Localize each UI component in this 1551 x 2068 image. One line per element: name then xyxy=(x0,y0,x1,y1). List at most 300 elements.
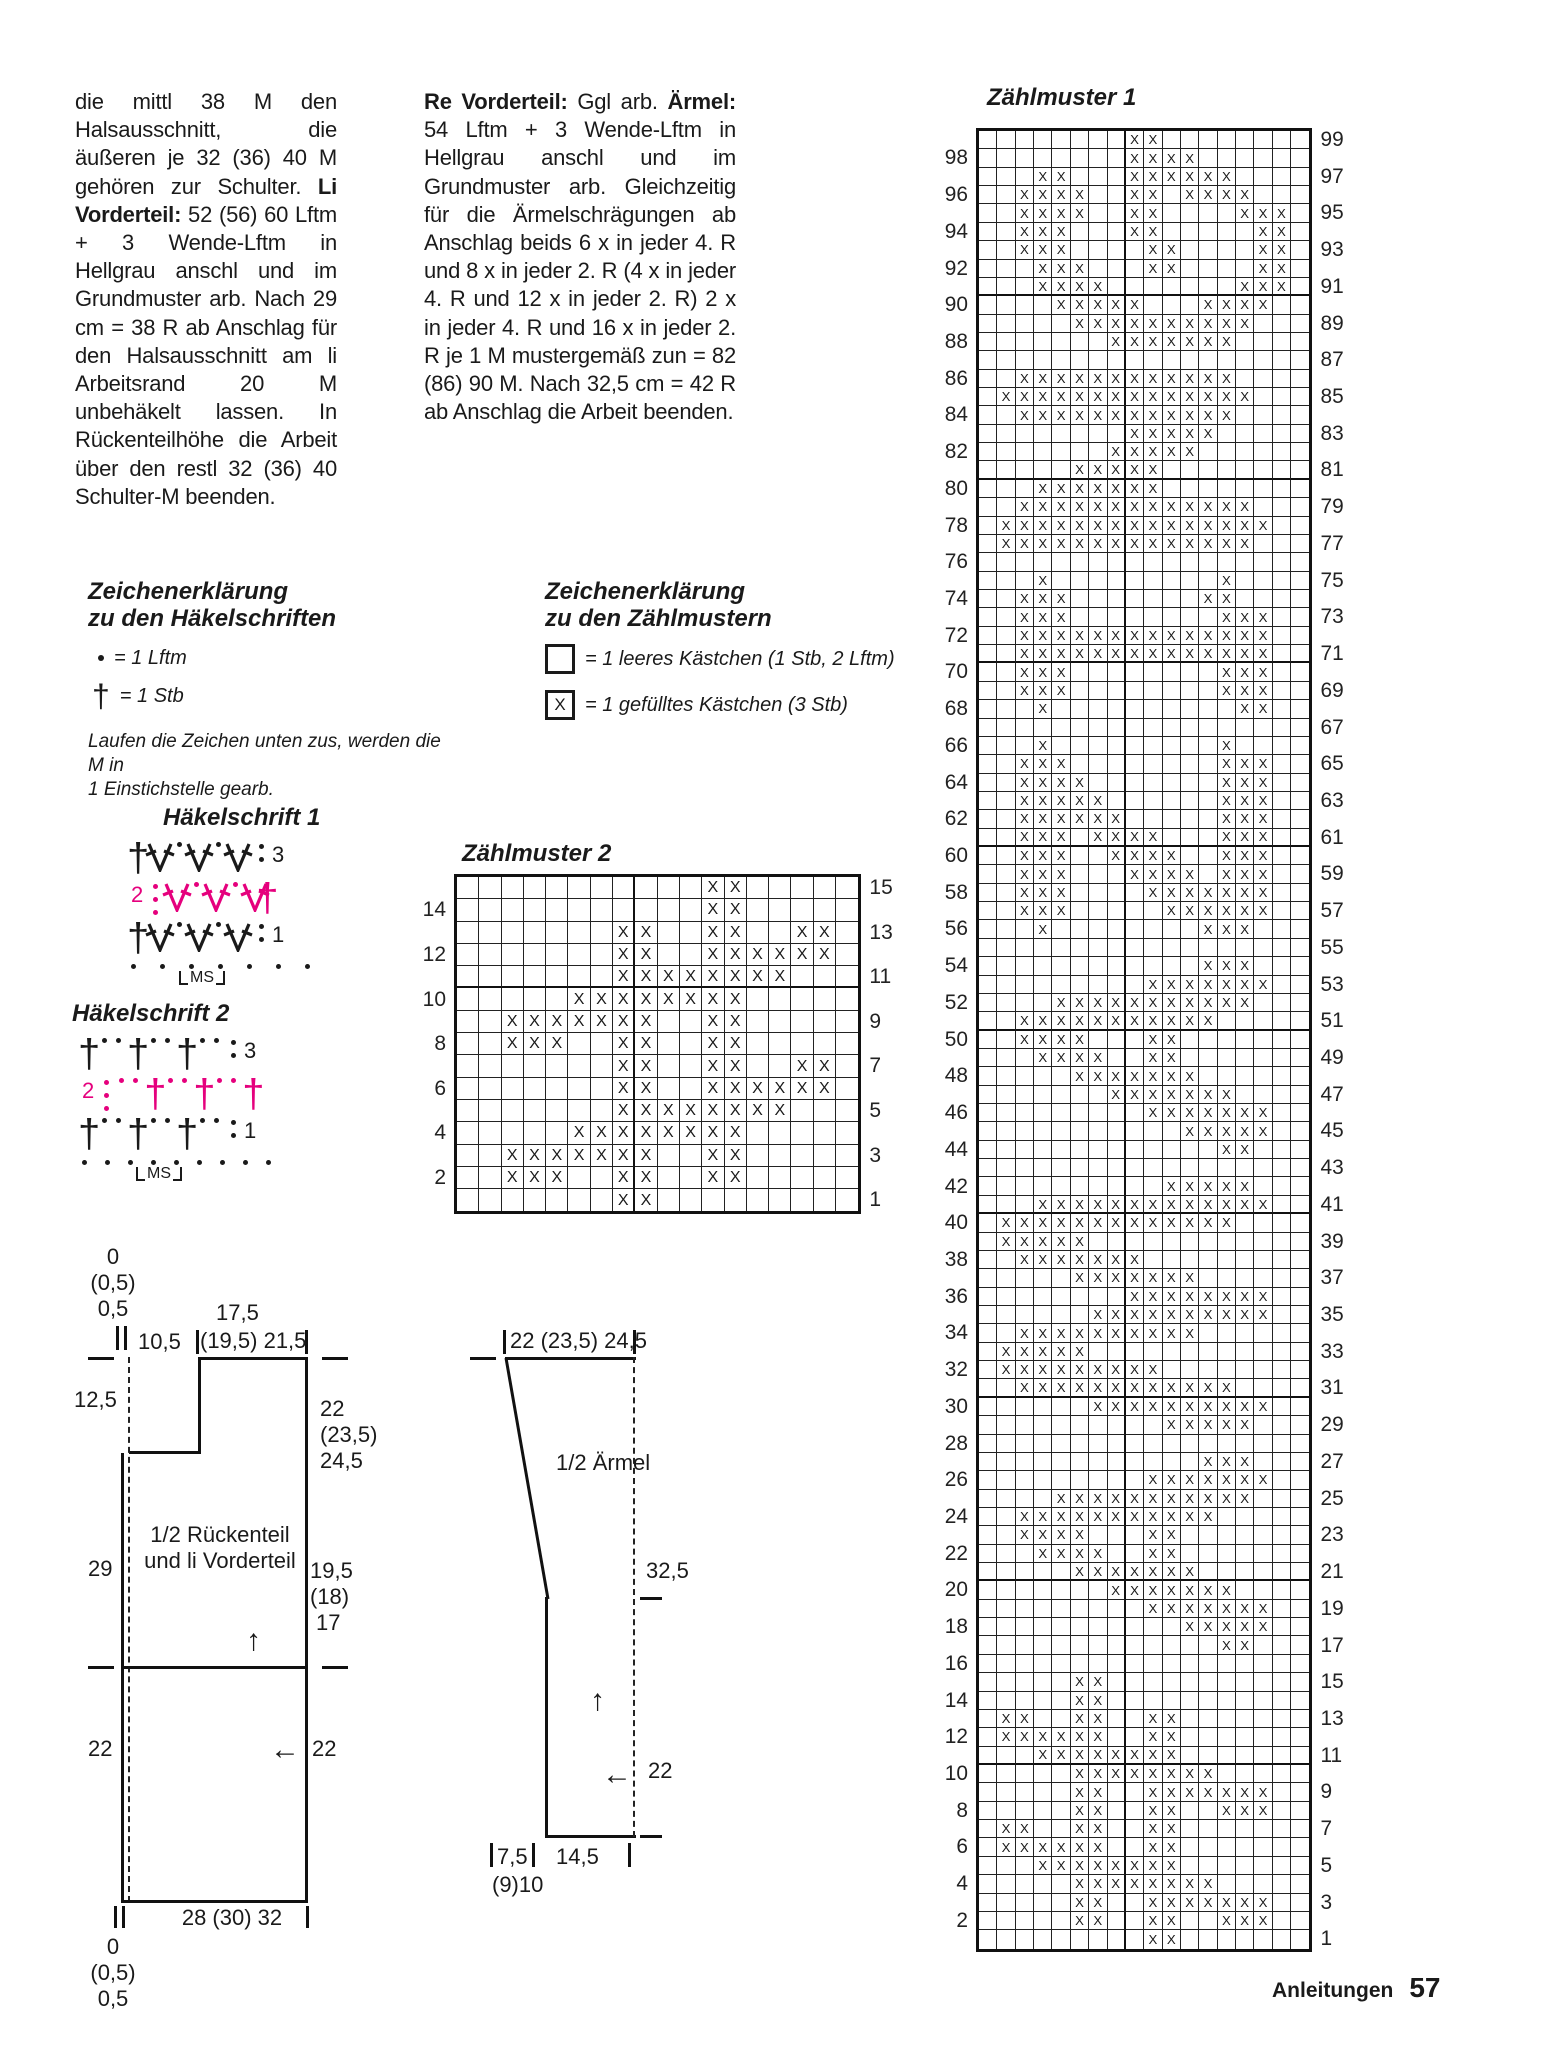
empty-cell xyxy=(1199,1141,1217,1159)
filled-cell: X xyxy=(1144,443,1162,461)
empty-cell xyxy=(1108,1416,1126,1434)
empty-cell xyxy=(1052,1894,1070,1912)
empty-cell xyxy=(1034,425,1052,443)
empty-cell xyxy=(997,296,1015,314)
empty-cell xyxy=(1016,1783,1034,1801)
empty-cell xyxy=(979,461,997,479)
filled-cell: X xyxy=(1236,1802,1254,1820)
empty-cell xyxy=(1236,370,1254,388)
empty-cell xyxy=(1181,1435,1199,1453)
filled-cell: X xyxy=(1181,1086,1199,1104)
empty-cell xyxy=(1291,590,1309,608)
empty-cell xyxy=(1108,700,1126,718)
empty-cell xyxy=(1144,1435,1162,1453)
empty-cell xyxy=(997,1563,1015,1581)
empty-cell xyxy=(836,1122,858,1144)
row-number: 97 xyxy=(1320,164,1344,188)
filled-cell: X xyxy=(1052,535,1070,553)
legend-item-stb xyxy=(92,676,458,716)
empty-cell xyxy=(1071,590,1089,608)
empty-cell xyxy=(1144,1122,1162,1140)
empty-cell xyxy=(1034,1269,1052,1287)
empty-cell xyxy=(1181,480,1199,498)
filled-cell: X xyxy=(1071,1802,1089,1820)
measure-label: 14,5 xyxy=(556,1844,599,1869)
filled-cell: X xyxy=(1144,315,1162,333)
filled-cell: X xyxy=(1163,149,1181,167)
empty-cell xyxy=(997,1783,1015,1801)
filled-cell: X xyxy=(1052,1233,1070,1251)
filled-cell: X xyxy=(613,1145,635,1167)
chain-stitch-dots-icon xyxy=(177,922,182,927)
empty-cell xyxy=(814,1100,836,1122)
empty-cell xyxy=(1273,553,1291,571)
empty-cell xyxy=(1199,719,1217,737)
filled-cell: X xyxy=(1071,388,1089,406)
empty-cell xyxy=(1071,884,1089,902)
filled-cell: X xyxy=(1163,1802,1181,1820)
empty-cell xyxy=(1071,241,1089,259)
empty-cell xyxy=(1181,737,1199,755)
row-number: 91 xyxy=(1320,274,1344,298)
empty-cell xyxy=(1199,1324,1217,1342)
filled-cell: X xyxy=(1089,810,1107,828)
filled-cell: X xyxy=(1163,1508,1181,1526)
empty-cell xyxy=(1236,1692,1254,1710)
empty-cell xyxy=(546,1078,568,1100)
empty-cell xyxy=(1089,1416,1107,1434)
filled-cell: X xyxy=(1071,278,1089,296)
empty-cell xyxy=(479,1167,501,1189)
filled-cell: X xyxy=(1034,1379,1052,1397)
empty-cell xyxy=(1273,1728,1291,1746)
filled-cell: X xyxy=(1236,1122,1254,1140)
row-number: 22 xyxy=(944,1541,968,1565)
empty-cell xyxy=(1273,315,1291,333)
filled-cell: X xyxy=(1126,1875,1144,1893)
empty-cell xyxy=(1016,1288,1034,1306)
empty-cell xyxy=(1199,608,1217,626)
empty-cell xyxy=(1071,1141,1089,1159)
empty-cell xyxy=(1089,719,1107,737)
empty-cell xyxy=(979,645,997,663)
empty-cell xyxy=(1218,1435,1236,1453)
filled-cell: X xyxy=(1052,663,1070,681)
filled-cell: X xyxy=(1016,884,1034,902)
empty-cell xyxy=(1291,296,1309,314)
row-number: 47 xyxy=(1320,1082,1344,1106)
empty-cell xyxy=(1089,755,1107,773)
empty-cell xyxy=(1199,278,1217,296)
filled-cell: X xyxy=(1199,1783,1217,1801)
empty-cell xyxy=(1273,1361,1291,1379)
empty-cell xyxy=(979,682,997,700)
empty-cell xyxy=(1052,1141,1070,1159)
filled-cell: X xyxy=(1126,1765,1144,1783)
filled-cell: X xyxy=(1034,1012,1052,1030)
empty-cell xyxy=(591,1189,613,1211)
filled-cell: X xyxy=(1034,645,1052,663)
tick xyxy=(116,1326,119,1350)
empty-cell xyxy=(1016,1490,1034,1508)
empty-cell xyxy=(997,1471,1015,1489)
filled-cell: X xyxy=(1199,1214,1217,1232)
empty-cell xyxy=(1273,388,1291,406)
empty-cell xyxy=(1181,1838,1199,1856)
empty-cell xyxy=(1034,719,1052,737)
empty-cell xyxy=(1126,1104,1144,1122)
filled-cell: X xyxy=(1144,1912,1162,1930)
empty-cell xyxy=(979,792,997,810)
empty-cell xyxy=(1291,939,1309,957)
filled-cell: X xyxy=(1254,1618,1272,1636)
empty-cell xyxy=(1273,810,1291,828)
empty-cell xyxy=(1218,480,1236,498)
empty-cell xyxy=(1052,737,1070,755)
filled-cell: X xyxy=(1144,1196,1162,1214)
empty-cell xyxy=(1291,388,1309,406)
filled-cell: X xyxy=(1163,1031,1181,1049)
filled-cell: X xyxy=(702,988,724,1010)
empty-cell xyxy=(1126,1820,1144,1838)
empty-cell xyxy=(1016,1581,1034,1599)
empty-cell xyxy=(1052,1563,1070,1581)
filled-cell: X xyxy=(635,1078,657,1100)
empty-cell xyxy=(1273,1012,1291,1030)
filled-cell: X xyxy=(1218,1618,1236,1636)
empty-cell xyxy=(1089,425,1107,443)
empty-cell xyxy=(979,957,997,975)
empty-cell xyxy=(725,1189,747,1211)
filled-cell: X xyxy=(1052,186,1070,204)
filled-cell: X xyxy=(1144,1930,1162,1948)
row-number: 48 xyxy=(944,1064,968,1088)
empty-cell xyxy=(997,1581,1015,1599)
empty-cell xyxy=(1273,1618,1291,1636)
empty-cell xyxy=(1126,1526,1144,1544)
empty-cell xyxy=(1108,957,1126,975)
empty-cell xyxy=(1016,1435,1034,1453)
empty-cell xyxy=(546,877,568,899)
empty-cell xyxy=(658,899,680,921)
empty-cell xyxy=(524,877,546,899)
empty-cell xyxy=(1052,1820,1070,1838)
empty-cell xyxy=(1126,920,1144,938)
empty-cell xyxy=(1034,957,1052,975)
empty-cell xyxy=(1016,1563,1034,1581)
empty-cell xyxy=(1034,1471,1052,1489)
foundation-chain-dots xyxy=(131,964,310,969)
empty-cell xyxy=(1052,333,1070,351)
filled-cell: X xyxy=(1199,1453,1217,1471)
empty-cell xyxy=(1254,1563,1272,1581)
empty-cell xyxy=(1089,241,1107,259)
filled-cell: X xyxy=(1034,700,1052,718)
empty-cell xyxy=(769,1011,791,1033)
empty-cell xyxy=(747,922,769,944)
filled-cell: X xyxy=(1144,1361,1162,1379)
filled-cell: X xyxy=(1163,1086,1181,1104)
filled-cell: X xyxy=(1163,1765,1181,1783)
empty-cell xyxy=(769,877,791,899)
empty-cell xyxy=(1108,719,1126,737)
filled-cell: X xyxy=(1144,1104,1162,1122)
empty-cell xyxy=(1163,920,1181,938)
filled-cell: X xyxy=(1089,315,1107,333)
treble-stitch-icon: † xyxy=(176,1112,199,1156)
empty-cell xyxy=(814,988,836,1010)
row-number: 73 xyxy=(1320,605,1344,629)
filled-cell: X xyxy=(1181,1067,1199,1085)
empty-cell xyxy=(1181,774,1199,792)
filled-cell: X xyxy=(1144,241,1162,259)
measure-label: 22 xyxy=(312,1736,337,1761)
filled-cell: X xyxy=(1052,388,1070,406)
empty-cell xyxy=(1181,1820,1199,1838)
filled-cell: X xyxy=(1034,847,1052,865)
empty-cell xyxy=(1108,149,1126,167)
bold-run: Li Vorderteil: xyxy=(75,173,337,227)
filled-cell: X xyxy=(997,1838,1015,1856)
filled-cell: X xyxy=(1254,1196,1272,1214)
empty-cell xyxy=(1273,976,1291,994)
empty-cell xyxy=(1089,1177,1107,1195)
empty-cell xyxy=(979,590,997,608)
filled-cell: X xyxy=(635,1055,657,1077)
empty-cell xyxy=(997,1857,1015,1875)
filled-cell: X xyxy=(1016,1031,1034,1049)
filled-cell: X xyxy=(1236,204,1254,222)
filled-cell: X xyxy=(1199,902,1217,920)
chain-stitch-dots-icon xyxy=(153,884,158,915)
empty-cell xyxy=(1052,1306,1070,1324)
empty-cell xyxy=(791,1122,813,1144)
empty-cell xyxy=(1181,1545,1199,1563)
empty-cell xyxy=(1291,1122,1309,1140)
filled-cell: X xyxy=(1144,829,1162,847)
empty-cell xyxy=(1108,168,1126,186)
filled-cell: X xyxy=(1126,1067,1144,1085)
filled-cell: X xyxy=(524,1011,546,1033)
empty-cell xyxy=(1034,1435,1052,1453)
empty-cell xyxy=(1108,663,1126,681)
row-number: 76 xyxy=(944,550,968,574)
filled-cell: X xyxy=(725,1011,747,1033)
empty-cell xyxy=(836,966,858,988)
empty-cell xyxy=(1273,1141,1291,1159)
empty-cell xyxy=(997,223,1015,241)
empty-cell xyxy=(1199,1269,1217,1287)
empty-cell xyxy=(1144,663,1162,681)
filled-cell: X xyxy=(1273,204,1291,222)
filled-cell: X xyxy=(1163,1196,1181,1214)
empty-cell xyxy=(1254,737,1272,755)
empty-cell xyxy=(1291,976,1309,994)
row-number: 30 xyxy=(944,1394,968,1418)
empty-cell xyxy=(1181,1710,1199,1728)
empty-cell xyxy=(1089,902,1107,920)
empty-cell xyxy=(997,1031,1015,1049)
empty-cell xyxy=(1291,1783,1309,1801)
empty-cell xyxy=(1291,1379,1309,1397)
empty-cell xyxy=(997,1067,1015,1085)
empty-cell xyxy=(1144,737,1162,755)
empty-cell xyxy=(1052,1159,1070,1177)
filled-cell: X xyxy=(1199,1894,1217,1912)
filled-cell: X xyxy=(1163,902,1181,920)
empty-cell xyxy=(1218,278,1236,296)
filled-cell: X xyxy=(1034,260,1052,278)
empty-cell xyxy=(814,877,836,899)
empty-cell xyxy=(1291,370,1309,388)
empty-cell xyxy=(997,902,1015,920)
row-number: 3 xyxy=(869,1143,882,1167)
filled-cell: X xyxy=(1254,810,1272,828)
empty-cell xyxy=(1236,1159,1254,1177)
filled-cell: X xyxy=(1163,1416,1181,1434)
empty-cell xyxy=(1126,241,1144,259)
row-number: 41 xyxy=(1320,1192,1344,1216)
chain-stitch-dots-icon xyxy=(231,1120,236,1138)
empty-cell xyxy=(1163,296,1181,314)
empty-cell xyxy=(791,966,813,988)
filled-cell: X xyxy=(1126,1361,1144,1379)
row-number: 15 xyxy=(869,876,893,899)
empty-cell xyxy=(1052,1288,1070,1306)
filled-cell: X xyxy=(1071,1783,1089,1801)
empty-cell xyxy=(997,1049,1015,1067)
tick xyxy=(628,1843,631,1867)
filled-cell: X xyxy=(1016,1324,1034,1342)
row-number: 89 xyxy=(1320,311,1344,335)
empty-cell xyxy=(1071,131,1089,149)
row-number: 68 xyxy=(944,697,968,721)
filled-cell: X xyxy=(702,966,724,988)
empty-cell xyxy=(1236,553,1254,571)
filled-cell: X xyxy=(1108,645,1126,663)
filled-cell: X xyxy=(613,1167,635,1189)
empty-cell xyxy=(1144,682,1162,700)
empty-cell xyxy=(1218,1012,1236,1030)
row-number: 9 xyxy=(869,1009,882,1033)
empty-cell xyxy=(997,370,1015,388)
empty-cell xyxy=(997,1526,1015,1544)
measure-label: 12,5 xyxy=(74,1387,117,1412)
filled-cell: X xyxy=(1218,1600,1236,1618)
row-number: 43 xyxy=(1320,1156,1344,1180)
row-number: 33 xyxy=(1320,1339,1344,1363)
empty-cell xyxy=(1273,1563,1291,1581)
empty-cell xyxy=(502,966,524,988)
filled-cell: X xyxy=(502,1167,524,1189)
filled-cell: X xyxy=(769,1078,791,1100)
filled-cell: X xyxy=(1108,1563,1126,1581)
filled-cell: X xyxy=(658,1100,680,1122)
empty-cell xyxy=(502,944,524,966)
filled-cell: X xyxy=(1144,260,1162,278)
filled-cell: X xyxy=(1181,1196,1199,1214)
filled-cell: X xyxy=(1052,774,1070,792)
empty-cell xyxy=(997,847,1015,865)
filled-cell: X xyxy=(769,1100,791,1122)
empty-cell xyxy=(1016,700,1034,718)
filled-cell: X xyxy=(1144,498,1162,516)
filled-cell: X xyxy=(1108,498,1126,516)
empty-cell xyxy=(1254,1838,1272,1856)
empty-cell xyxy=(1016,957,1034,975)
filled-cell: X xyxy=(1144,1324,1162,1342)
empty-cell xyxy=(1052,425,1070,443)
empty-cell xyxy=(1236,1086,1254,1104)
empty-cell xyxy=(1071,682,1089,700)
filled-cell: X xyxy=(1089,1802,1107,1820)
filled-cell: X xyxy=(1089,1361,1107,1379)
measure-label: 10,5 xyxy=(138,1329,181,1354)
empty-cell xyxy=(1273,572,1291,590)
empty-cell xyxy=(457,944,479,966)
empty-cell xyxy=(1126,260,1144,278)
row-number: 87 xyxy=(1320,348,1344,372)
measure-label: 22 (23,5) 24,5 xyxy=(320,1396,378,1473)
empty-cell xyxy=(1218,1233,1236,1251)
empty-cell xyxy=(1144,957,1162,975)
empty-cell xyxy=(979,1435,997,1453)
empty-cell xyxy=(1199,810,1217,828)
empty-cell xyxy=(1254,333,1272,351)
filled-cell: X xyxy=(1163,1894,1181,1912)
empty-cell xyxy=(1071,333,1089,351)
filled-cell: X xyxy=(635,922,657,944)
filled-cell: X xyxy=(725,988,747,1010)
filled-cell: X xyxy=(1144,406,1162,424)
double-treble-v-icon xyxy=(223,920,253,952)
filled-cell: X xyxy=(1126,131,1144,149)
empty-cell xyxy=(1291,131,1309,149)
empty-cell xyxy=(1236,1435,1254,1453)
filled-cell: X xyxy=(997,1214,1015,1232)
filled-cell: X xyxy=(1218,957,1236,975)
filled-cell: X xyxy=(1052,627,1070,645)
empty-cell xyxy=(1199,1857,1217,1875)
empty-cell xyxy=(1108,1618,1126,1636)
empty-cell xyxy=(979,1159,997,1177)
empty-cell xyxy=(979,1912,997,1930)
filled-cell: X xyxy=(1052,1508,1070,1526)
empty-cell xyxy=(1273,535,1291,553)
empty-cell xyxy=(1089,1233,1107,1251)
empty-cell xyxy=(1016,1159,1034,1177)
empty-cell xyxy=(1089,1435,1107,1453)
empty-cell xyxy=(979,774,997,792)
empty-cell xyxy=(997,168,1015,186)
filled-cell: X xyxy=(1254,517,1272,535)
filled-cell: X xyxy=(1236,957,1254,975)
chain-stitch-dots-icon xyxy=(102,1038,121,1043)
empty-cell xyxy=(1273,1196,1291,1214)
empty-cell xyxy=(635,877,657,899)
empty-cell xyxy=(1181,1747,1199,1765)
filled-cell: X xyxy=(1016,1728,1034,1746)
empty-cell xyxy=(979,829,997,847)
double-treble-v-icon xyxy=(145,920,175,952)
filled-cell: X xyxy=(747,1078,769,1100)
empty-cell xyxy=(997,719,1015,737)
filled-cell: X xyxy=(1016,608,1034,626)
empty-cell xyxy=(836,877,858,899)
filled-cell: X xyxy=(1089,1747,1107,1765)
empty-cell xyxy=(979,572,997,590)
filled-cell: X xyxy=(1126,443,1144,461)
